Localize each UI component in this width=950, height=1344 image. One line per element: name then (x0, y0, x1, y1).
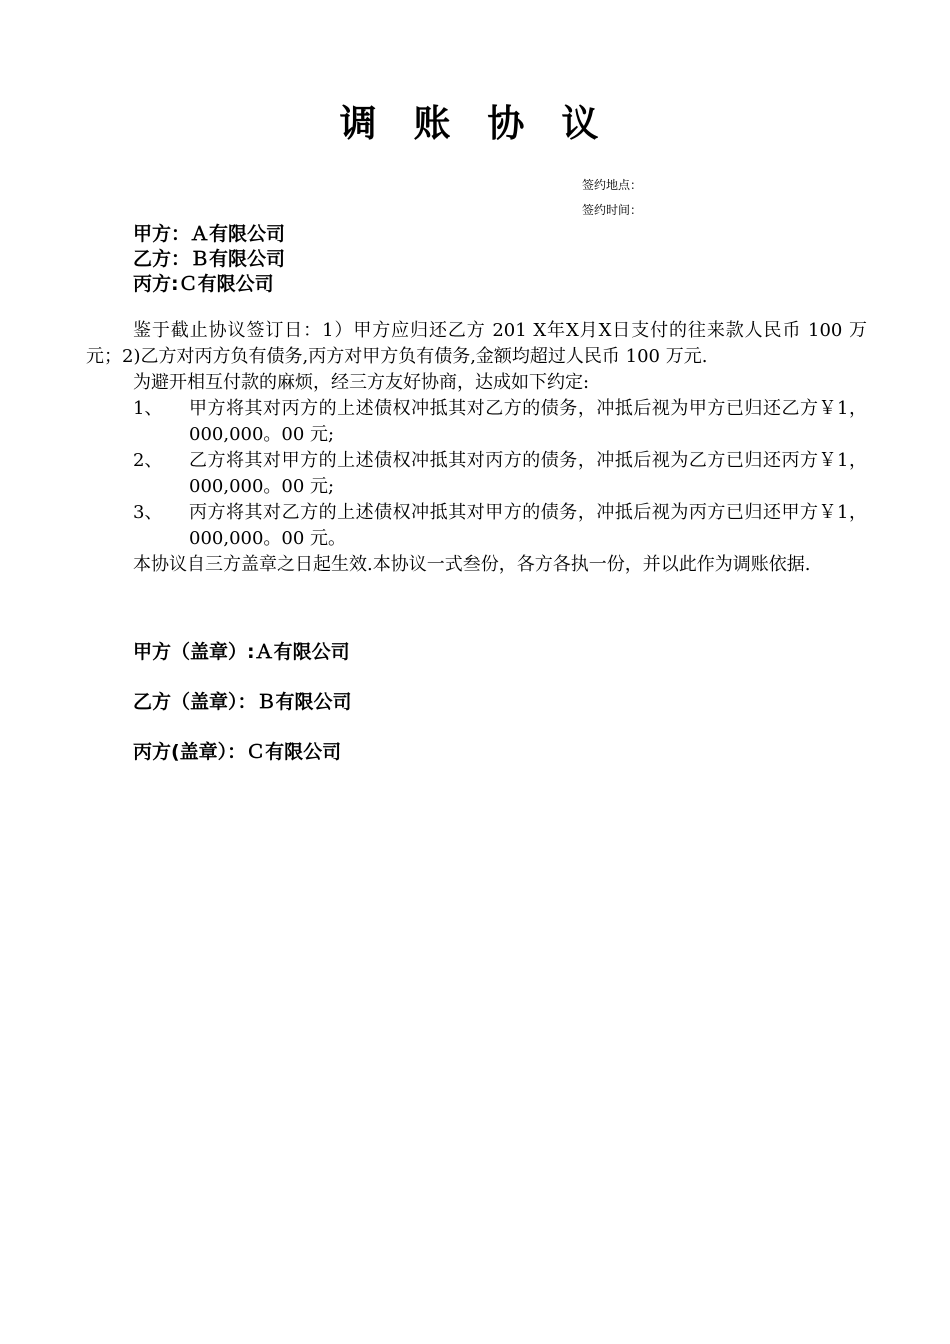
clause-item (86, 500, 867, 552)
sign-time-label: 签约时间： (582, 203, 643, 217)
signature-party-b: 乙方（盖章）：Ｂ有限公司 (133, 691, 352, 713)
clause-text: 乙方将其对甲方的上述债权冲抵其对丙方的债务，冲抵后视为乙方已归还丙方￥1，000,000。00 元; (189, 450, 867, 497)
agreement-body (86, 318, 867, 578)
document-title: 调 账 协 议 (339, 102, 611, 145)
clause-number: 3、 (133, 502, 163, 523)
sign-place-label: 签约地点： (582, 178, 643, 192)
intro-paragraph: 为避开相互付款的麻烦，经三方友好协商，达成如下约定: (133, 372, 590, 393)
clause-text: 丙方将其对乙方的上述债权冲抵其对甲方的债务，冲抵后视为丙方已归还甲方￥1，000,000。00 元。 (189, 502, 867, 549)
effective-paragraph: 本协议自三方盖章之日起生效.本协议一式叁份，各方各执一份，并以此作为调账依据. (133, 554, 811, 575)
clause-item (86, 396, 867, 448)
clause-number: 1、 (133, 398, 163, 419)
signature-party-c: 丙方(盖章）：Ｃ有限公司 (133, 741, 342, 763)
party-b: 乙方：Ｂ有限公司 (133, 248, 286, 270)
signature-party-a: 甲方（盖章）:Ａ有限公司 (133, 641, 350, 663)
clause-number: 2、 (133, 450, 163, 471)
recital-paragraph: 鉴于截止协议签订日：1）甲方应归还乙方 201 X年X月X日支付的往来款人民币 100 万元；2)乙方对丙方负有债务,丙方对甲方负有债务,金额均超过人民币 100 万元. (86, 320, 867, 367)
party-c: 丙方:Ｃ有限公司 (133, 273, 274, 295)
clause-item (86, 448, 867, 500)
clause-text: 甲方将其对丙方的上述债权冲抵其对乙方的债务，冲抵后视为甲方已归还乙方￥1，000,000。00 元; (189, 398, 867, 445)
party-a: 甲方：Ａ有限公司 (133, 223, 286, 245)
